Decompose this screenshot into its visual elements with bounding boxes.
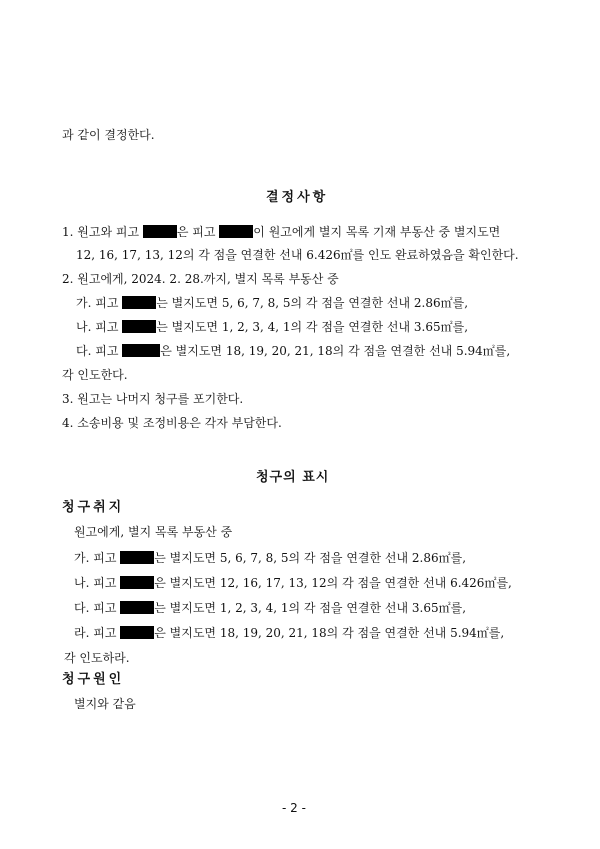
sub-item-label: 가. 피고 [76, 296, 119, 310]
sub-item-label: 다. 피고 [74, 601, 117, 615]
sub-item-label: 가. 피고 [74, 551, 117, 565]
decision-item-1-part-a: 1. 원고와 피고 [62, 225, 140, 239]
claim-tail: 각 인도하라. [64, 651, 130, 665]
decision-item-3: 3. 원고는 나머지 청구를 포기한다. [62, 392, 244, 406]
redaction-box [143, 225, 177, 238]
claim-heading: 청구의 표시 [256, 470, 330, 485]
decision-item-1-part-b: 은 피고 [176, 225, 216, 239]
redaction-box [120, 626, 154, 639]
claim-cause-text: 별지와 같음 [74, 697, 136, 711]
sub-item-text: 은 별지도면 18, 19, 20, 21, 18의 각 점을 연결한 선내 5.94㎡를, [154, 626, 505, 640]
sub-item-text: 는 별지도면 5, 6, 7, 8, 5의 각 점을 연결한 선내 2.86㎡를, [156, 296, 469, 310]
sub-item-label: 다. 피고 [76, 344, 119, 358]
sub-item-text: 는 별지도면 1, 2, 3, 4, 1의 각 점을 연결한 선내 3.65㎡를, [154, 601, 467, 615]
redaction-box [219, 225, 253, 238]
redaction-box [122, 296, 156, 309]
claim-purpose-heading: 청구취지 [62, 500, 125, 515]
redaction-box [120, 601, 154, 614]
claim-sub-da [74, 600, 466, 616]
sub-item-text: 는 별지도면 5, 6, 7, 8, 5의 각 점을 연결한 선내 2.86㎡를, [154, 551, 467, 565]
claim-sub-ga [74, 550, 466, 566]
decision-item-1-cont: 12, 16, 17, 13, 12의 각 점을 연결한 선내 6.426㎡를 인도 완료하였음을 확인한다. [76, 248, 519, 262]
redaction-box [120, 551, 154, 564]
decision-item-4: 4. 소송비용 및 조정비용은 각자 부담한다. [62, 416, 282, 430]
decision-sub-ga [76, 295, 468, 311]
redaction-box [122, 344, 160, 357]
decision-tail: 각 인도한다. [62, 368, 128, 382]
sub-item-label: 나. 피고 [76, 320, 119, 334]
decision-sub-da [76, 343, 510, 359]
intro-text: 과 같이 결정한다. [62, 128, 155, 142]
sub-item-label: 나. 피고 [74, 576, 117, 590]
decision-item-2: 2. 원고에게, 2024. 2. 28.까지, 별지 목록 부동산 중 [62, 272, 339, 286]
sub-item-text: 은 별지도면 18, 19, 20, 21, 18의 각 점을 연결한 선내 5.94㎡를, [160, 344, 511, 358]
decision-item-1 [62, 224, 500, 240]
decision-sub-na [76, 319, 468, 335]
sub-item-label: 라. 피고 [74, 626, 117, 640]
claim-sub-ra [74, 625, 504, 641]
claim-cause-heading: 청구원인 [62, 672, 125, 687]
claim-purpose-intro: 원고에게, 별지 목록 부동산 중 [74, 525, 233, 539]
redaction-box [120, 576, 154, 589]
sub-item-text: 은 별지도면 12, 16, 17, 13, 12의 각 점을 연결한 선내 6.426㎡를, [154, 576, 512, 590]
page-number: - 2 - [282, 801, 306, 815]
redaction-box [122, 320, 156, 333]
decision-item-1-part-c: 이 원고에게 별지 목록 기재 부동산 중 별지도면 [253, 225, 501, 239]
sub-item-text: 는 별지도면 1, 2, 3, 4, 1의 각 점을 연결한 선내 3.65㎡를, [156, 320, 469, 334]
decision-heading: 결정사항 [266, 190, 329, 205]
claim-sub-na [74, 575, 512, 591]
